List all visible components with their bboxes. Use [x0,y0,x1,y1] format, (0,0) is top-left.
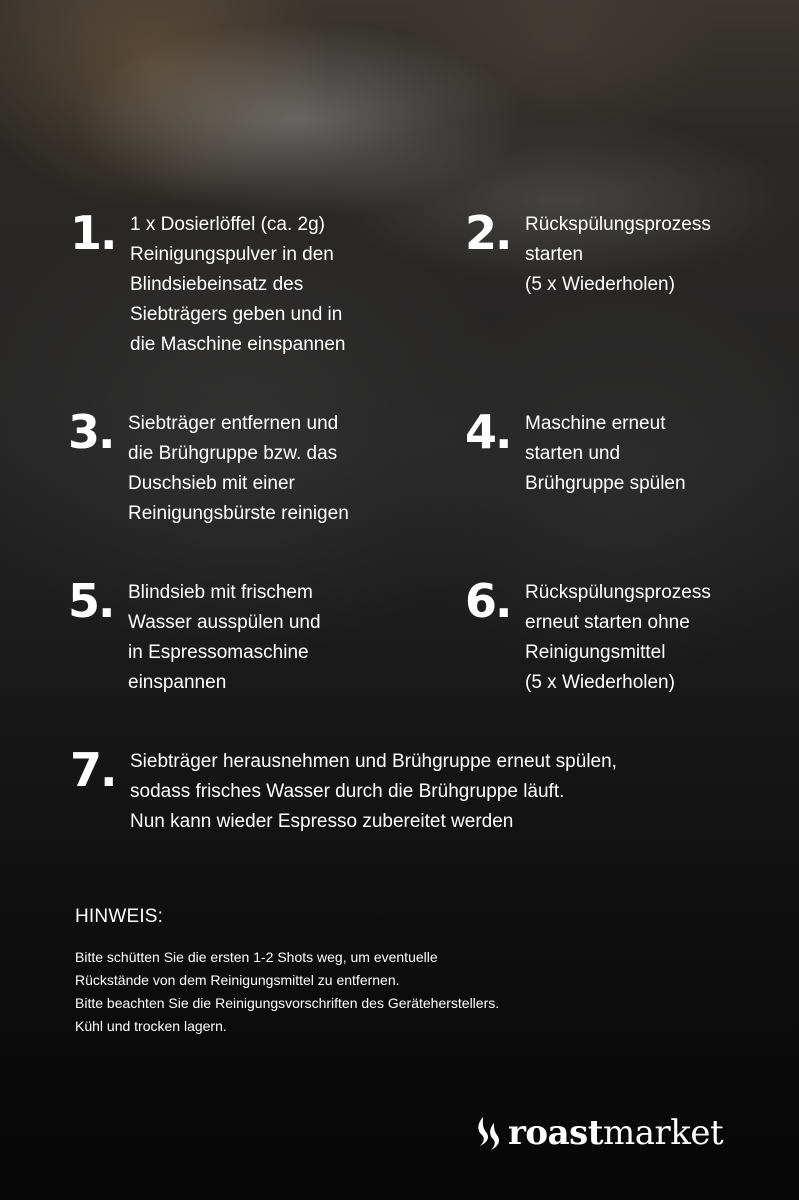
step-text: Rückspülungsprozess starten (5 x Wiederholen) [525,214,711,295]
step-3 [68,405,349,529]
step-number: 6. [465,574,511,628]
brand-name-light: market [602,1113,724,1153]
step-number: 3. [68,405,114,459]
step-1 [70,206,346,360]
note-body: Bitte schütten Sie die ersten 1-2 Shots weg, um eventuelle Rückstände von dem Reinigungsmittel zu entfernen. Bitte beachten Sie die Reinigungsvorschriften des Geräteherstellers. Kühl und trocken lagern. [75,949,500,1034]
flame-logo-icon [474,1113,504,1153]
step-2 [465,206,711,300]
step-text: Siebträger herausnehmen und Brühgruppe erneut spülen, sodass frisches Wasser durch die Brühgruppe läuft. Nun kann wieder Espresso zubereitet werden [130,751,617,832]
step-6 [465,574,711,698]
step-number: 4. [465,405,511,459]
step-text: Maschine erneut starten und Brühgruppe spülen [525,413,686,494]
step-text: Blindsieb mit frischem Wasser ausspülen und in Espressomaschine einspannen [128,582,321,693]
step-text: 1 x Dosierlöffel (ca. 2g) Reinigungspulver in den Blindsiebeinsatz des Siebträgers geben und in die Maschine einspannen [130,214,346,355]
step-number: 5. [68,574,114,628]
brand-logo [474,1108,723,1158]
step-text: Rückspülungsprozess erneut starten ohne Reinigungsmittel (5 x Wiederholen) [525,582,711,693]
step-number: 1. [70,206,116,260]
step-7 [70,743,617,837]
step-text: Siebträger entfernen und die Brühgruppe bzw. das Duschsieb mit einer Reinigungsbürste reinigen [128,413,349,524]
brand-name-bold: roast [508,1113,603,1153]
note-title: HINWEIS: [75,906,164,927]
step-number: 7. [70,743,116,797]
step-5 [68,574,321,698]
step-number: 2. [465,206,511,260]
step-4 [465,405,686,499]
